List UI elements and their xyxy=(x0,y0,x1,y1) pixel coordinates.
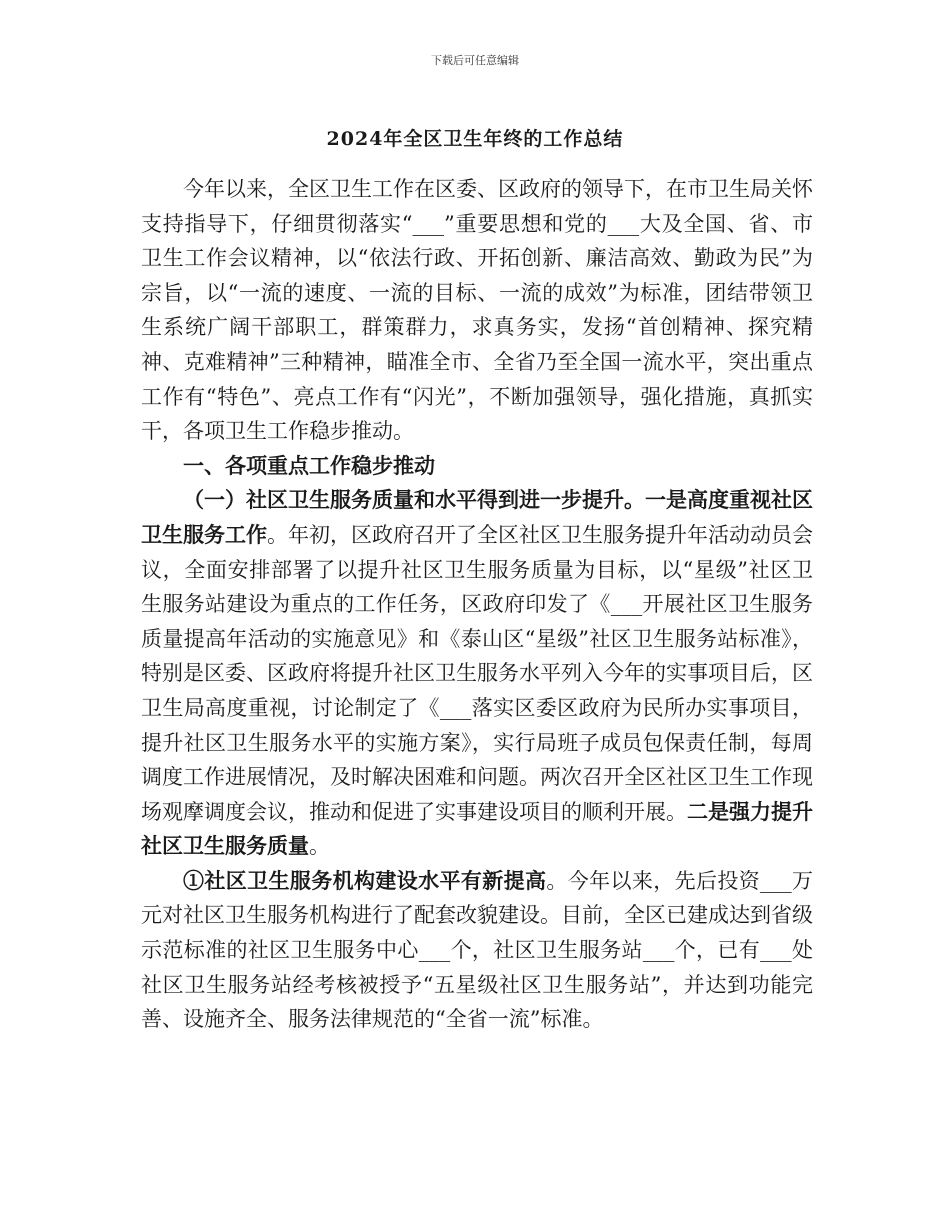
body-text: 。今年以来，先后投资___万元对社区卫生服务机构进行了配套改貌建设。目前，全区已建成达到省级示范标准的社区卫生服务中心___个，社区卫生服务站___个，已有___处社区卫生服务站经考核被授予“五星级社区卫生服务站”，并达到功能完善、设施齐全、服务法律规范的“全省一流”标准。 xyxy=(141,868,813,1032)
bold-lead: （一）社区卫生服务质量和水平得到进一步提升。一是高度重视社区卫生服务工作 xyxy=(141,487,813,547)
page-title: 2024年全区卫生年终的工作总结 xyxy=(326,128,624,150)
document-body xyxy=(141,172,813,1037)
paragraph-community-service xyxy=(141,483,813,864)
paragraph-facility-construction xyxy=(141,864,813,1037)
bold-lead: 二是强力提升社区卫生服务质量 xyxy=(141,798,813,859)
body-text: 。 xyxy=(309,834,330,859)
header-note: 下载后可任意编辑 xyxy=(431,54,519,67)
section-heading: 一、各项重点工作稳步推动 xyxy=(183,452,435,478)
bold-lead: ①社区卫生服务机构建设水平有新提高 xyxy=(183,867,547,893)
intro-paragraph: 今年以来，全区卫生工作在区委、区政府的领导下，在市卫生局关怀支持指导下，仔细贯彻落实“___”重要思想和党的___大及全国、省、市卫生工作会议精神，以“依法行政、开拓创新、廉洁高效、勤政为民”为宗旨，以“一流的速度、一流的目标、一流的成效”为标准，团结带领卫生系统广阔干部职工，群策群力，求真务实，发扬“首创精神、探究精神、克难精神”三种精神，瞄准全市、全省乃至全国一流水平，突出重点工作有“特色”、亮点工作有“闪光”，不断加强领导，强化措施，真抓实干，各项卫生工作稳步推动。 xyxy=(141,177,813,444)
body-text: 。年初，区政府召开了全区社区卫生服务提升年活动动员会议，全面安排部署了以提升社区卫生服务质量为目标，以“星级”社区卫生服务站建设为重点的工作任务，区政府印发了《___开展社区卫生服务质量提高年活动的实施意见》和《泰山区“星级”社区卫生服务站标准》，特别是区委、区政府将提升社区卫生服务水平列入今年的实事项目后，区卫生局高度重视，讨论制定了《___落实区委区政府为民所办实事项目，提升社区卫生服务水平的实施方案》，实行局班子成员包保责任制，每周调度工作进展情况，及时解决困难和问题。两次召开全区社区卫生工作现场观摩调度会议，推动和促进了实事建设项目的顺利开展。 xyxy=(141,522,813,824)
